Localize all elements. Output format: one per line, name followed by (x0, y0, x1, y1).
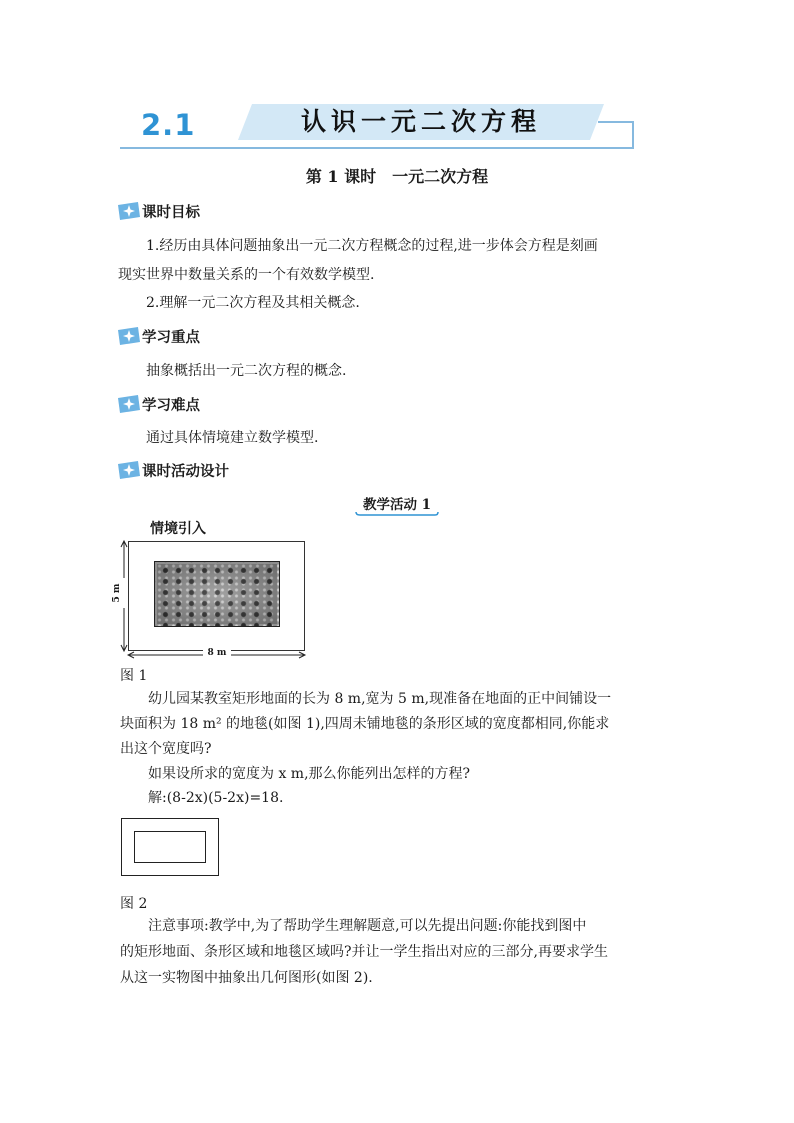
figure1-height-label: 5 m (112, 578, 126, 608)
key-points-text: 抽象概括出一元二次方程的概念. (146, 363, 347, 379)
note-line-3: 从这一实物图中抽象出几何图形(如图 2). (120, 970, 373, 986)
sparkle-icon (118, 461, 140, 479)
difficulties-text: 通过具体情境建立数学模型. (146, 430, 319, 446)
section-head-difficulties (118, 393, 200, 415)
lesson-title: 第 1 课时 一元二次方程 (305, 167, 489, 186)
header-rule (120, 147, 634, 149)
sparkle-icon (118, 202, 140, 220)
figure2-inner-rect (134, 831, 206, 863)
problem-line-3: 出这个宽度吗? (120, 741, 212, 757)
section-label: 课时活动设计 (142, 462, 229, 480)
goal-line-3: 2.理解一元二次方程及其相关概念. (146, 295, 360, 311)
section-number: 2.1 (141, 108, 196, 142)
problem-line-2: 块面积为 18 m² 的地毯(如图 1),四周未铺地毯的条形区域的宽度都相同,你能求 (120, 716, 610, 732)
section-label: 学习重点 (142, 328, 200, 346)
section-head-activity-design (118, 459, 229, 481)
note-line-1: 注意事项:教学中,为了帮助学生理解题意,可以先提出问题:你能找到图中 (148, 918, 587, 934)
figure1-caption: 图 1 (120, 668, 148, 684)
problem-line-1: 幼儿园某教室矩形地面的长为 8 m,宽为 5 m,现准备在地面的正中间铺设一 (148, 691, 612, 707)
figure1-width-label: 8 m (203, 648, 231, 658)
question-text: 如果设所求的宽度为 x m,那么你能列出怎样的方程? (148, 766, 471, 782)
solution-text: 解:(8-2x)(5-2x)=18. (148, 790, 284, 806)
figure2-caption: 图 2 (120, 896, 148, 912)
activity-title: 教学活动 1 (362, 497, 432, 513)
section-head-goals (118, 200, 200, 222)
goal-line-2: 现实世界中数量关系的一个有效数学模型. (118, 267, 375, 283)
sparkle-icon (118, 395, 140, 413)
note-line-2: 的矩形地面、条形区域和地毯区域吗?并让一学生指出对应的三部分,再要求学生 (120, 944, 608, 960)
section-label: 课时目标 (142, 203, 200, 221)
goal-line-1: 1.经历由具体问题抽象出一元二次方程概念的过程,进一步体会方程是刻画 (146, 238, 598, 254)
section-title: 认识一元二次方程 (300, 107, 541, 136)
figure1-dimension-lines (112, 536, 312, 662)
sparkle-icon (118, 327, 140, 345)
section-head-key-points (118, 325, 200, 347)
section-label: 学习难点 (142, 396, 200, 414)
activity-title-underline (355, 511, 439, 517)
scenario-label: 情境引入 (150, 521, 206, 537)
